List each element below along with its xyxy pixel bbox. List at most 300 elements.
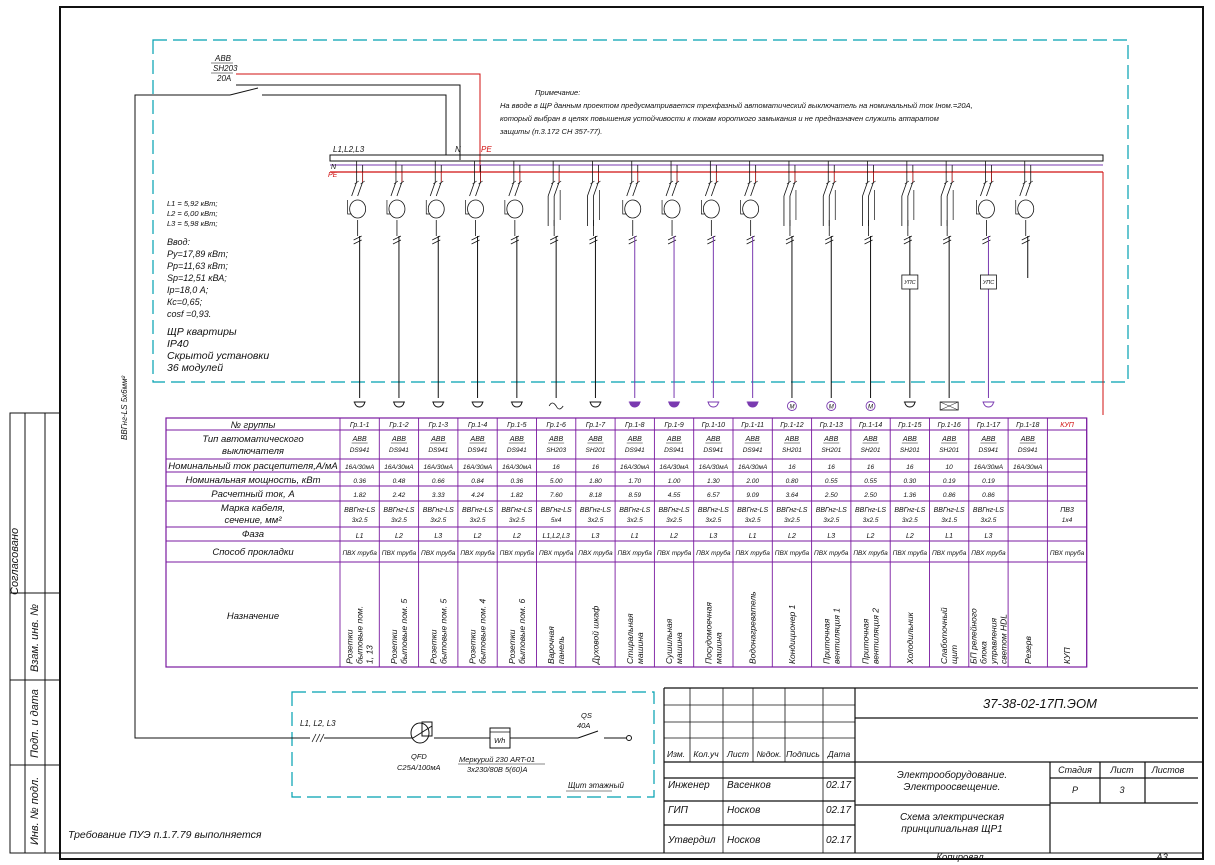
branch-15: [902, 161, 918, 407]
stamp-role: Утвердил: [668, 835, 716, 846]
breaker-brand: ABB: [667, 436, 682, 443]
branch-7: [587, 161, 601, 407]
cable-mark: ВВГнг-LS: [815, 507, 847, 514]
phase: L1: [630, 533, 639, 540]
rated-current: 16А/30мА: [1013, 464, 1043, 471]
calc-current: 1.36: [903, 492, 917, 499]
rated-power: 1.70: [628, 478, 642, 485]
row-label-8: Назначение: [226, 611, 280, 622]
bus-label-phases: L1,L2,L3: [333, 145, 365, 154]
laying-method: ПВХ труба: [617, 550, 652, 557]
rated-current: 16: [906, 464, 914, 471]
qfd-label: QFD: [411, 752, 427, 761]
cable-section: 3х2.5: [666, 517, 683, 524]
stamp-header-2: Лист: [727, 749, 749, 759]
drawing-code: 37-38-02-17П.ЭОМ: [983, 696, 1097, 711]
laying-method: ПВХ труба: [735, 550, 770, 557]
calc-current: 8.18: [589, 492, 602, 499]
laying-method: ПВХ труба: [853, 550, 888, 557]
group-number: Гр.1-1: [349, 422, 370, 429]
floor-panel-phases: L1, L2, L3: [300, 719, 336, 728]
socket-symbol: [473, 402, 483, 407]
cable-section: 3х2.5: [587, 517, 604, 524]
panel-line-1: IP40: [167, 338, 189, 350]
rated-power: 0.55: [864, 478, 877, 485]
socket-symbol: [708, 402, 718, 407]
sheet-frame: [60, 7, 1203, 859]
laying-method: ПВХ труба: [814, 550, 849, 557]
group-number: Гр.1-15: [898, 422, 922, 429]
cable-mark: ВВГнг-LS: [462, 507, 494, 514]
rated-current: 16: [866, 464, 875, 471]
input-param-5: Кс=0,65;: [167, 297, 203, 307]
breaker-model: SH203: [546, 447, 567, 454]
laying-method: ПВХ труба: [1049, 550, 1085, 557]
cable-mark: ВВГнг-LS: [855, 507, 887, 514]
rated-power: 0.36: [353, 478, 366, 485]
stamp-role: ГИП: [668, 805, 688, 816]
cable-section: 1х4: [1061, 517, 1073, 524]
purpose: Посудомоечнаямашина: [703, 602, 724, 664]
row-label-3: Номинальная мощность, кВт: [185, 475, 321, 486]
stamp-name: Носков: [727, 835, 761, 846]
cable-section: 3х2.5: [705, 517, 722, 524]
bus-label-n: N: [455, 145, 461, 154]
rated-current: 16А/30мА: [973, 464, 1004, 471]
rated-current: 16А/30мА: [698, 464, 729, 471]
breaker-model: SH201: [860, 447, 881, 454]
purpose: КУП: [1062, 647, 1073, 664]
stamp-header-4: Подпись: [786, 749, 820, 759]
stage-label: Стадия: [1058, 765, 1092, 775]
side-label-inv: Инв. № подл.: [29, 776, 41, 845]
sheet-label: Лист: [1110, 765, 1134, 775]
stamp-header-1: Кол.уч: [693, 749, 719, 759]
purpose: Духовой шкаф: [590, 605, 601, 664]
upc-label: УПС: [904, 280, 916, 286]
panel-line-2: Скрытой установки: [167, 350, 270, 362]
calc-current: 1.82: [353, 492, 366, 499]
laying-method: ПВХ труба: [971, 550, 1006, 557]
cable-section: 3х2.5: [390, 517, 407, 524]
calc-current: 0.86: [942, 492, 956, 499]
side-label-replace: Взам. инв. №: [29, 603, 41, 672]
cable-mark: ВВГнг-LS: [579, 507, 611, 514]
cable-section: 3х2.5: [469, 517, 486, 524]
socket-symbol: [669, 402, 679, 407]
laying-method: ПВХ труба: [538, 550, 574, 557]
qs-terminal: [627, 736, 632, 741]
branch-13: [823, 161, 836, 411]
rated-power: 0.84: [471, 478, 484, 485]
group-number: Гр.1-3: [428, 422, 448, 429]
breaker-brand: ABB: [1020, 436, 1035, 443]
purpose: БП релейногоблокауправлениясветом HDL: [968, 608, 1009, 664]
calc-current: 1.82: [510, 492, 524, 499]
phase: L1: [748, 533, 757, 540]
stamp-date: 02.17: [826, 805, 852, 816]
stamp-header-3: №док.: [756, 749, 782, 759]
cable-mark: ВВГнг-LS: [933, 507, 965, 514]
side-label-sign: Подп. и дата: [29, 689, 41, 758]
purpose: Розеткибытовые пом. 4: [467, 598, 488, 664]
breaker-brand: ABB: [431, 436, 446, 443]
row-label-2: Номинальный ток расцепителя,А/мА: [168, 461, 338, 472]
rated-current: 16А/30мА: [423, 464, 453, 471]
rated-current: 16А/30мА: [502, 464, 532, 471]
phase: L1: [945, 533, 954, 540]
breaker-model: DS941: [389, 447, 409, 454]
meter-spec: 3х230/80В 5(60)А: [467, 765, 528, 774]
breaker-brand: ABB: [509, 436, 524, 443]
purpose: Розеткибытовые пом.1, 13: [344, 605, 375, 664]
svg-text:M: M: [868, 404, 874, 411]
project-title: Электрооборудование. Электроосвещение.: [896, 770, 1008, 793]
row-label-0: № группы: [230, 420, 276, 431]
format-label: A3: [1156, 852, 1168, 863]
phase: L3: [434, 533, 443, 540]
cable-section: 3х2.5: [783, 517, 800, 524]
breaker-brand: ABB: [824, 436, 839, 443]
laying-method: ПВХ труба: [931, 550, 967, 557]
purpose: Розеткибытовые пом. 5: [428, 598, 449, 664]
cable-section: 5х4: [550, 517, 562, 524]
phase: L3: [984, 533, 993, 540]
stamp-name: Носков: [727, 805, 761, 816]
breaker-model: DS941: [703, 447, 724, 454]
socket-symbol: [512, 402, 522, 407]
breaker-brand: ABB: [942, 436, 957, 443]
cable-mark: ВВГнг-LS: [619, 507, 651, 514]
floor-panel-slashes: [312, 734, 324, 742]
phase: L3: [709, 533, 718, 540]
purpose: Розеткибытовые пом. 5: [388, 598, 409, 664]
sheet-title: Схема электрическая принципиальная ЩР1: [899, 812, 1005, 835]
purpose: Розеткибытовые пом. 6: [506, 598, 527, 664]
note-title: Примечание:: [535, 88, 581, 97]
cable-section: 3х2.5: [508, 517, 525, 524]
row-label-7: Способ прокладки: [212, 547, 294, 558]
circuit-branches: [348, 161, 1034, 411]
panel-line-0: ЩР квартиры: [167, 326, 237, 338]
calc-current: 8.59: [628, 492, 642, 499]
sheets-label: Листов: [1151, 765, 1185, 775]
group-number: Гр.1-9: [664, 422, 684, 429]
breaker-model: DS941: [467, 447, 488, 454]
purpose: Водонагреватель: [747, 591, 758, 664]
group-number: Гр.1-11: [741, 422, 765, 429]
note-line-2: который выбран в целях повышения устойчивости к токам короткого замыкания и не предназначен служить аппаратом: [500, 114, 939, 123]
svg-text:M: M: [828, 404, 834, 411]
phase: L2: [866, 533, 875, 540]
socket-symbol: [630, 402, 640, 407]
stamp-date: 02.17: [826, 835, 852, 846]
qfd-device: [411, 722, 490, 743]
cable-mark: ВВГнг-LS: [501, 507, 533, 514]
load-l2: L2 = 6,00 кВт;: [167, 209, 218, 218]
rated-current: 16А/30мА: [344, 464, 375, 471]
breaker-model: SH201: [821, 447, 842, 454]
laying-method: ПВХ труба: [656, 550, 692, 557]
breaker-model: DS941: [978, 447, 999, 454]
group-number: Гр.1-17: [976, 422, 1001, 429]
laying-method: ПВХ труба: [774, 550, 810, 557]
branch-1: [348, 161, 366, 407]
group-number: Гр.1-2: [389, 422, 409, 429]
rated-power: 0.48: [392, 478, 406, 485]
cooktop-symbol: [549, 403, 563, 409]
bus-label-n-left: N: [331, 164, 337, 171]
row-label-6: Фаза: [241, 529, 265, 540]
socket-symbol: [355, 402, 365, 407]
rated-power: 0.19: [942, 478, 956, 485]
cable-mark: ВВГнг-LS: [540, 507, 572, 514]
breaker-model: DS941: [1017, 447, 1038, 454]
breaker-model: SH201: [939, 447, 960, 454]
cable-mark: ВВГнг-LS: [422, 507, 454, 514]
cable-section: 3х2.5: [430, 517, 447, 524]
breaker-brand: ABB: [627, 436, 642, 443]
phase: L1,L2,L3: [542, 533, 570, 540]
socket-symbol: [433, 402, 443, 407]
breaker-brand: ABB: [863, 436, 878, 443]
row-label-4: Расчетный ток, А: [211, 489, 295, 500]
rated-power: 5.00: [549, 478, 563, 485]
input-breaker: [211, 54, 238, 83]
calc-current: 3.64: [785, 492, 799, 499]
meter-symbol: Wh: [494, 736, 506, 745]
qs-switch: [578, 731, 626, 738]
group-number: Гр.1-16: [937, 422, 961, 429]
phase: L1: [355, 533, 364, 540]
purpose: Сушильнаямашина: [664, 618, 685, 664]
row-label-1: Тип автоматического выключателя: [202, 434, 304, 457]
cable-mark: ВВГнг-LS: [344, 507, 376, 514]
floor-panel-title: Щит этажный: [568, 781, 624, 790]
calc-current: 2.42: [392, 492, 406, 499]
laying-method: ПВХ труба: [342, 550, 377, 557]
breaker-brand: ABB: [470, 436, 485, 443]
rated-power: 0.30: [903, 478, 917, 485]
breaker-model: DS941: [428, 447, 449, 454]
note-line-1: На вводе в ЩР данным проектом предусматривается трехфазный автоматический выключатель на номинальный ток Iном.=20А,: [500, 101, 973, 110]
breaker-model: SH201: [782, 447, 802, 454]
panel-line-3: 36 модулей: [167, 362, 224, 374]
group-number: Гр.1-4: [467, 422, 488, 429]
breaker-brand: ABB: [549, 436, 564, 443]
breaker-model: SH201: [899, 447, 920, 454]
phase: L2: [670, 533, 678, 540]
cable-section: 3х2.5: [626, 517, 643, 524]
socket-symbol: [905, 402, 915, 407]
calc-current: 4.55: [667, 492, 681, 499]
calc-current: 7.60: [549, 492, 563, 499]
branch-4: [466, 161, 484, 407]
group-number: Гр.1-18: [1016, 422, 1040, 429]
group-number: Гр.1-12: [780, 422, 804, 429]
breaker-model: DS941: [349, 447, 370, 454]
calc-current: 0.86: [982, 492, 995, 499]
rated-current: 16А/30мА: [737, 464, 768, 471]
stamp-header-5: Дата: [827, 749, 851, 759]
purpose: Слаботочныйщит: [939, 607, 960, 664]
title-block: [664, 688, 1203, 863]
breaker-brand: ABB: [902, 436, 917, 443]
input-param-1: Ру=17,89 кВт;: [167, 249, 229, 259]
cable-mark: ВВГнг-LS: [658, 507, 690, 514]
branch-11: [741, 161, 759, 407]
socket-symbol: [394, 402, 404, 407]
input-param-6: cosf =0,93.: [167, 309, 212, 319]
input-breaker-model: SH203: [213, 64, 238, 73]
branch-14: [863, 161, 876, 411]
branch-10: [701, 161, 719, 407]
phase: L3: [591, 533, 600, 540]
breaker-brand: ABB: [391, 436, 406, 443]
input-breaker-rating: 20A: [217, 74, 232, 83]
cable-section: 3х2.5: [862, 517, 879, 524]
cable-section: 3х2.5: [901, 517, 918, 524]
branch-2: [387, 161, 405, 407]
rated-current: 16: [552, 464, 560, 471]
breaker-model: DS941: [624, 447, 645, 454]
copied-label: Копировал: [936, 852, 984, 863]
note-line-3: защиты (п.3.172 СН 357-77).: [500, 127, 603, 136]
purpose: Холодильник: [904, 612, 915, 664]
branch-18: [1016, 161, 1034, 278]
rated-power: 0.19: [982, 478, 995, 485]
rated-current: 16: [827, 464, 835, 471]
cable-mark: ВВГнг-LS: [383, 507, 415, 514]
laying-method: ПВХ труба: [892, 550, 928, 557]
purpose: Резерв: [1022, 636, 1033, 664]
groups-table: [166, 418, 1087, 667]
calc-current: 2.50: [864, 492, 877, 499]
group-number: Гр.1-8: [625, 422, 645, 429]
rated-current: 10: [945, 464, 953, 471]
svg-text:M: M: [789, 404, 795, 411]
meter-name: Меркурий 230 ART-01: [459, 755, 536, 764]
branch-3: [426, 161, 444, 407]
cable-mark: ВВГнг-LS: [737, 507, 769, 514]
purpose: Приточнаявентиляция 2: [860, 607, 881, 664]
load-l3: L3 = 5,98 кВт;: [167, 219, 218, 228]
rated-current: 16А/30мА: [462, 464, 493, 471]
cable-mark: ВВГнг-LS: [776, 507, 808, 514]
group-number: КУП: [1060, 422, 1074, 429]
bus-label-pe: PE: [481, 145, 492, 154]
laying-method: ПВХ труба: [578, 550, 613, 557]
rated-power: 0.36: [510, 478, 524, 485]
input-param-3: Sр=12,51 кВА;: [167, 273, 227, 283]
cable-mark: ПВ3: [1060, 507, 1074, 514]
cable-vertical-label: ВВГнг-LS 5х6мм²: [120, 375, 129, 440]
phase-busbar: [330, 155, 1103, 161]
branch-5: [505, 161, 523, 407]
cable-section: 3х1.5: [941, 517, 958, 524]
group-number: Гр.1-10: [701, 422, 726, 429]
breaker-model: DS941: [742, 447, 763, 454]
bus-label-pe-left: PE: [328, 172, 338, 179]
group-number: Гр.1-6: [546, 422, 566, 429]
laying-method: ПВХ труба: [499, 550, 535, 557]
stamp-role: Инженер: [668, 780, 710, 791]
side-label-agreed: Согласовано: [9, 527, 21, 595]
laying-method: ПВХ труба: [421, 550, 456, 557]
input-breaker-brand: ABB: [215, 54, 232, 63]
laying-method: ПВХ труба: [696, 550, 731, 557]
qs-label: QS: [581, 711, 592, 720]
breaker-brand: ABB: [981, 436, 996, 443]
rated-power: 1.00: [667, 478, 681, 485]
cable-section: 3х2.5: [744, 517, 761, 524]
purpose: Приточнаявентиляция 1: [821, 607, 842, 664]
branch-8: [623, 161, 641, 407]
rated-power: 0.66: [431, 478, 445, 485]
stamp-header-0: Изм.: [666, 749, 686, 759]
calc-current: 3.33: [431, 492, 445, 499]
cable-mark: ВВГнг-LS: [894, 507, 926, 514]
rated-power: 0.80: [785, 478, 799, 485]
qs-rating: 40А: [577, 721, 591, 730]
breaker-brand: ABB: [588, 436, 603, 443]
calc-current: 4.24: [471, 492, 484, 499]
input-param-0: Ввод:: [167, 237, 190, 247]
branch-9: [662, 161, 680, 407]
breaker-brand: ABB: [784, 436, 799, 443]
cable-section: 3х2.5: [980, 517, 997, 524]
group-number: Гр.1-13: [819, 422, 843, 429]
calc-current: 2.50: [824, 492, 838, 499]
rated-power: 1.30: [707, 478, 720, 485]
breaker-brand: ABB: [745, 436, 760, 443]
input-pe-line: [236, 74, 480, 172]
branch-17: [976, 161, 996, 407]
branch-12: [784, 161, 797, 411]
stamp-name: Васенков: [727, 780, 771, 791]
rated-power: 1.80: [589, 478, 602, 485]
phase: L2: [395, 533, 403, 540]
breaker-brand: ABB: [706, 436, 721, 443]
laying-method: ПВХ труба: [381, 550, 417, 557]
breaker-model: DS941: [664, 447, 684, 454]
breaker-model: DS941: [506, 447, 527, 454]
group-number: Гр.1-5: [507, 422, 527, 429]
cable-section: 3х2.5: [823, 517, 840, 524]
calc-current: 9.09: [746, 492, 759, 499]
phase: L2: [512, 533, 521, 540]
socket-symbol: [983, 402, 993, 407]
rated-current: 16: [788, 464, 796, 471]
rated-current: 16А/30мА: [659, 464, 689, 471]
input-param-2: Рр=11,63 кВт;: [167, 261, 228, 271]
rated-power: 0.55: [824, 478, 838, 485]
breaker-model: SH201: [585, 447, 606, 454]
rated-power: 2.00: [746, 478, 759, 485]
calc-current: 6.57: [707, 492, 720, 499]
cable-section: 3х2.5: [351, 517, 368, 524]
group-number: Гр.1-14: [858, 422, 883, 429]
upc-label: УПС: [982, 280, 995, 286]
phase: L2: [905, 533, 914, 540]
cable-mark: ВВГнг-LS: [697, 507, 729, 514]
laying-method: ПВХ труба: [460, 550, 495, 557]
row-label-5: Марка кабеля, сечение, мм²: [220, 503, 286, 526]
cable-mark: ВВГнг-LS: [972, 507, 1004, 514]
purpose: Варочнаяпанель: [546, 626, 567, 664]
phase: L2: [788, 533, 796, 540]
socket-symbol: [590, 402, 600, 407]
